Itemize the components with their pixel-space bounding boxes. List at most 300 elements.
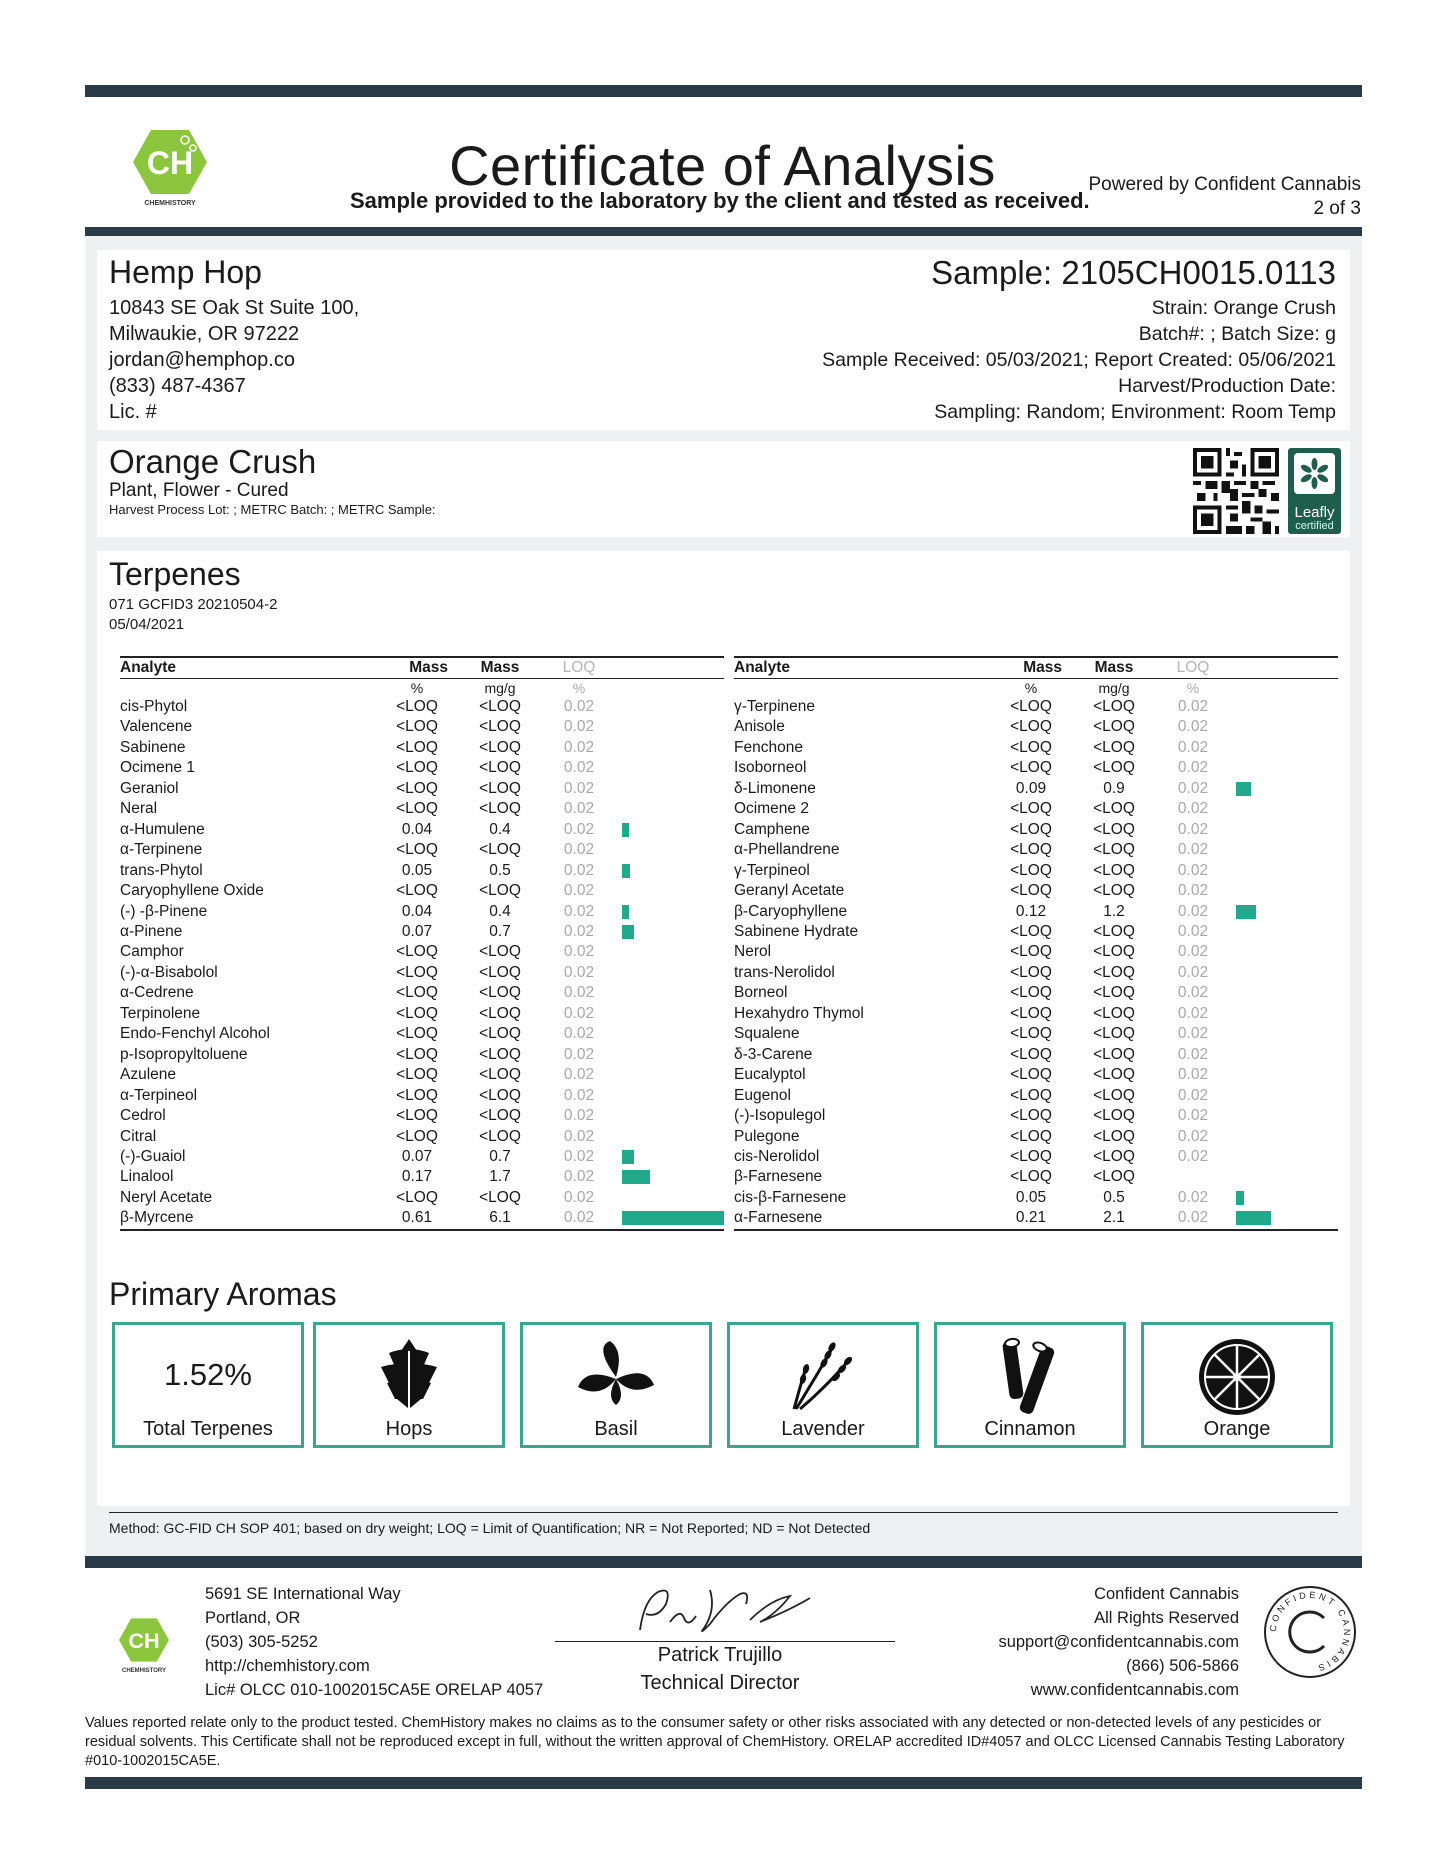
table-row [734,1147,1338,1167]
analyte-name: Sabinene Hydrate [734,922,859,940]
table-row [120,1024,724,1044]
analyte-name: p-Isopropyltoluene [120,1045,248,1063]
sample-info [822,254,1336,425]
analyte-name: α-Terpineol [120,1086,198,1104]
table-row [120,1188,724,1208]
mass-mg: 2.1 [1070,1208,1158,1229]
analyte-name: δ-Limonene [734,779,816,797]
hops-icon [377,1337,441,1411]
analyte-name: Cedrol [120,1107,166,1125]
lab-contact [205,1582,543,1702]
footer-logo-letters: CH [128,1628,160,1654]
mass-pct: <LOQ [1010,759,1052,777]
mass-mg: <LOQ [479,882,521,900]
mass-pct: <LOQ [396,1004,438,1022]
table-row [120,820,724,840]
loq: 0.02 [1177,902,1209,920]
col-mass-pct: Mass [992,657,1070,679]
mass-mg: <LOQ [1093,800,1135,818]
loq: 0.02 [1177,779,1209,797]
loq: 0.02 [563,800,595,818]
col-mass-mg: Mass [456,657,544,679]
mass-pct: <LOQ [1010,1168,1052,1186]
table-row [120,1208,724,1229]
unit-loq: % [572,680,586,696]
table-row [734,1004,1338,1024]
table-row [734,758,1338,778]
loq: 0.02 [563,698,595,715]
analyte-name: Hexahydro Thymol [734,1004,864,1022]
logo-letters: CH [146,145,194,181]
page-subtitle: Sample provided to the laboratory by the client and tested as received. [350,188,1090,213]
footer-logo-name: CHEMHISTORY [121,1668,166,1674]
mass-pct: <LOQ [1010,1127,1052,1145]
sample-sampling: Sampling: Random; Environment: Room Temp [934,401,1336,423]
product-info [109,443,436,520]
loq: 0.02 [563,718,595,736]
mass-pct: <LOQ [1010,738,1052,756]
mass-mg: <LOQ [1093,841,1135,859]
leafly-icon [1288,448,1341,500]
mass-mg: <LOQ [479,1188,521,1206]
loq: 0.02 [1158,1208,1228,1229]
mass-mg: <LOQ [1093,882,1135,900]
analyte-name: Anisole [734,718,785,736]
loq: 0.02 [563,1004,595,1022]
loq: 0.02 [563,984,595,1002]
product-type: Plant, Flower - Cured [109,480,289,501]
loq: 0.02 [1177,922,1209,940]
mass-pct: 0.05 [401,861,433,879]
mass-mg: <LOQ [1093,1168,1135,1186]
terpenes-title: Terpenes [109,556,241,592]
mass-mg: <LOQ [479,1025,521,1043]
loq: 0.02 [1177,1188,1209,1206]
basil-icon [576,1337,656,1407]
mass-mg: <LOQ [479,1045,521,1063]
terpene-bar [622,864,630,878]
table-row [120,1167,724,1187]
loq: 0.02 [563,861,595,879]
table-row [734,1167,1338,1187]
terpenes-table-left [120,656,724,1231]
confident-cannabis-seal [1262,1584,1358,1680]
loq: 0.02 [1177,1025,1209,1043]
loq: 0.02 [563,779,595,797]
mass-pct: <LOQ [1010,800,1052,818]
loq: 0.02 [563,738,595,756]
col-loq: LOQ [544,657,614,679]
mass-pct: <LOQ [1010,1066,1052,1084]
mass-mg: <LOQ [1093,759,1135,777]
loq: 0.02 [1177,718,1209,736]
table-row [120,799,724,819]
mass-mg: 0.4 [489,820,511,838]
client-email: jordan@hemphop.co [109,349,295,371]
mass-mg: <LOQ [479,963,521,981]
table-row [120,1147,724,1167]
powered-by [1088,173,1361,221]
logo-name: CHEMHISTORY [144,200,196,207]
mass-pct: 0.05 [1015,1188,1047,1206]
client-address1: 10843 SE Oak St Suite 100, [109,297,360,319]
page-number: 2 of 3 [1313,198,1361,219]
loq: 0.02 [1177,1147,1209,1165]
mass-mg: <LOQ [1093,1025,1135,1043]
table-row [734,697,1338,717]
mass-pct: 0.04 [401,902,433,920]
client-phone: (833) 487-4367 [109,375,246,397]
signer-name: Patrick Trujillo [657,1644,783,1666]
table-row [120,902,724,922]
total-terpenes-value: 1.52% [164,1357,252,1392]
mass-mg: <LOQ [1093,861,1135,879]
analyte-name: β-Farnesene [734,1168,823,1186]
loq: 0.02 [563,1188,595,1206]
signer-title: Technical Director [640,1672,800,1694]
cc-contact [998,1582,1239,1702]
analyte-name: (-)-Guaiol [120,1147,186,1165]
mass-mg: <LOQ [479,1004,521,1022]
analyte-name: Geranyl Acetate [734,882,845,900]
analyte-name: Valencene [120,718,193,736]
analyte-name: Eucalyptol [734,1066,806,1084]
aroma-lavender [727,1322,919,1448]
table-row [120,738,724,758]
mass-mg: 0.9 [1103,779,1125,797]
terpene-bar [1236,782,1251,796]
terpene-bar [622,823,629,837]
loq: 0.02 [563,963,595,981]
mass-mg: <LOQ [479,841,521,859]
mass-mg: <LOQ [1093,1107,1135,1125]
mass-mg: <LOQ [1093,1045,1135,1063]
terpene-bar [1236,1191,1244,1205]
mass-pct: <LOQ [396,1107,438,1125]
mass-pct: <LOQ [1010,984,1052,1002]
method-divider [109,1512,1338,1513]
analyte-name: Squalene [734,1025,800,1043]
client-info [109,254,359,425]
lavender-icon [786,1337,860,1411]
table-row [120,758,724,778]
analyte-name: trans-Nerolidol [734,963,835,981]
mass-pct: <LOQ [396,984,438,1002]
table-row [120,1127,724,1147]
mass-mg: <LOQ [1093,1127,1135,1145]
mass-mg: <LOQ [479,984,521,1002]
analyte-name: Endo-Fenchyl Alcohol [120,1025,270,1043]
mass-pct: 0.04 [401,820,433,838]
loq: 0.02 [1177,841,1209,859]
unit-mg: mg/g [484,680,516,696]
sample-strain: Strain: Orange Crush [1151,297,1336,319]
mass-mg: 6.1 [456,1208,544,1229]
analyte-name: (-)-α-Bisabolol [120,963,218,981]
unit-loq: % [1186,680,1200,696]
loq: 0.02 [563,922,595,940]
mass-mg: 1.2 [1103,902,1125,920]
table-row [734,717,1338,737]
analyte-name: Borneol [734,984,788,1002]
signer [590,1641,850,1697]
table-row [120,1065,724,1085]
analyte-name: α-Humulene [120,820,205,838]
method-note: Method: GC-FID CH SOP 401; based on dry weight; LOQ = Limit of Quantification; NR = Not Reported; ND = Not Detected [109,1520,871,1536]
mass-pct: <LOQ [1010,718,1052,736]
units-row [120,679,724,698]
loq: 0.02 [563,1127,595,1145]
cinnamon-icon [1000,1337,1060,1417]
footer-top-bar [85,1556,1362,1568]
cc-url[interactable]: www.confidentcannabis.com [1030,1681,1239,1699]
mass-mg: <LOQ [479,698,521,715]
mass-mg: <LOQ [1093,1066,1135,1084]
analyte-name: α-Cedrene [120,984,194,1002]
analyte-name: Ocimene 2 [734,800,809,818]
table-row [120,922,724,942]
analyte-name: Ocimene 1 [120,759,195,777]
table-row [120,942,724,962]
mass-mg: <LOQ [479,738,521,756]
mass-mg: 0.7 [489,922,511,940]
terpene-bar [622,1170,650,1184]
mass-pct: 0.09 [1015,779,1047,797]
analyte-name: α-Phellandrene [734,841,840,859]
loq: 0.02 [563,902,595,920]
lab-address1: 5691 SE International Way [205,1585,401,1603]
mass-pct: <LOQ [1010,1045,1052,1063]
lab-phone: (503) 305-5252 [205,1633,318,1651]
loq: 0.02 [1177,800,1209,818]
lab-url[interactable]: http://chemhistory.com [205,1657,370,1675]
loq: 0.02 [563,943,595,961]
mass-pct: <LOQ [396,738,438,756]
aroma-label: Hops [385,1418,433,1440]
mass-pct: <LOQ [1010,943,1052,961]
cc-email[interactable]: support@confidentcannabis.com [998,1633,1239,1651]
terpenes-table-right [734,656,1338,1231]
mass-mg: <LOQ [479,779,521,797]
mass-mg: <LOQ [1093,698,1135,715]
loq: 0.02 [1177,1086,1209,1104]
table-row [120,1004,724,1024]
leafly-tag: certified [1295,520,1334,532]
unit-pct: % [410,680,424,696]
bottom-bar [85,1777,1362,1789]
mass-pct: <LOQ [1010,1147,1052,1165]
loq: 0.02 [563,1107,595,1125]
table-row [734,1106,1338,1126]
mass-pct: <LOQ [396,943,438,961]
loq: 0.02 [563,1168,595,1186]
table-row [120,1086,724,1106]
table-row [734,799,1338,819]
table-row [734,1208,1338,1229]
terpene-bar [622,925,634,939]
loq: 0.02 [563,1147,595,1165]
mass-mg: 0.5 [1103,1188,1125,1206]
mass-mg: <LOQ [479,1066,521,1084]
powered-by-text: Powered by Confident Cannabis [1088,174,1361,195]
units-row [734,679,1338,698]
table-row [734,1127,1338,1147]
analyte-name: Camphor [120,943,184,961]
analyte-name: α-Terpinene [120,841,203,859]
unit-pct: % [1024,680,1038,696]
svg-text:CONFIDENT CANNABIS [1268,1590,1352,1674]
seal-text: CONFIDENT CANNABIS [1267,1589,1353,1674]
terpene-bar [622,1150,634,1164]
terpene-bar [1236,1211,1271,1225]
table-row [734,881,1338,901]
analyte-name: Terpinolene [120,1004,201,1022]
loq: 0.02 [1177,963,1209,981]
terpene-bar [622,905,629,919]
table-row [734,861,1338,881]
cc-name: Confident Cannabis [1094,1585,1239,1603]
mass-pct: <LOQ [1010,1086,1052,1104]
table-row [120,779,724,799]
mass-pct: <LOQ [1010,882,1052,900]
aroma-cinnamon [934,1322,1126,1448]
lab-address2: Portland, OR [205,1609,301,1627]
product-name: Orange Crush [109,443,317,480]
table-row [120,983,724,1003]
aroma-total-terpenes [112,1322,304,1448]
product-lot: Harvest Process Lot: ; METRC Batch: ; METRC Sample: [109,502,436,517]
mass-mg: 0.7 [489,1147,511,1165]
table-row [120,1106,724,1126]
table-row [734,942,1338,962]
table-row [734,963,1338,983]
terpene-bar [1236,905,1256,919]
mass-mg: <LOQ [479,1107,521,1125]
mass-pct: <LOQ [396,759,438,777]
mass-mg: <LOQ [479,800,521,818]
sample-dates: Sample Received: 05/03/2021; Report Created: 05/06/2021 [822,349,1336,371]
analyte-name: β-Caryophyllene [734,902,848,920]
analyte-name: Geraniol [120,779,179,797]
page-title: Certificate of Analysis [449,134,996,197]
mass-pct: <LOQ [1010,1004,1052,1022]
col-analyte: Analyte [734,657,992,679]
analyte-name: trans-Phytol [120,861,203,879]
mass-pct: <LOQ [396,882,438,900]
loq: 0.02 [1177,861,1209,879]
mass-mg: <LOQ [1093,922,1135,940]
sample-harvest: Harvest/Production Date: [1118,375,1336,397]
analyte-name: cis-β-Farnesene [734,1188,847,1206]
mass-pct: <LOQ [1010,820,1052,838]
mass-pct: 0.07 [401,922,433,940]
analyte-name: α-Pinene [120,922,183,940]
table-row [120,861,724,881]
mass-pct: <LOQ [1010,841,1052,859]
table-row [120,717,724,737]
mass-pct: 0.61 [378,1208,456,1229]
mass-mg: <LOQ [1093,1147,1135,1165]
analyte-name: Neryl Acetate [120,1188,213,1206]
mass-mg: <LOQ [479,718,521,736]
table-row [734,983,1338,1003]
mass-pct: <LOQ [396,1127,438,1145]
header-divider [85,227,1362,236]
loq: 0.02 [563,1066,595,1084]
aroma-orange [1141,1322,1333,1448]
analyte-name: Neral [120,800,158,818]
analyte-name: (-)-Isopulegol [734,1107,826,1125]
footer-logo [118,1617,170,1673]
loq: 0.02 [1177,698,1209,715]
loq: 0.02 [563,882,595,900]
mass-pct: <LOQ [396,698,438,715]
terpenes-heading [109,556,277,635]
analyte-name: Linalool [120,1168,174,1186]
total-terpenes-label: Total Terpenes [143,1418,273,1440]
aroma-label: Orange [1203,1418,1271,1440]
qr-code[interactable] [1193,448,1279,534]
loq: 0.02 [1177,1004,1209,1022]
table-row [120,840,724,860]
cc-phone: (866) 506-5866 [1126,1657,1239,1675]
mass-mg: <LOQ [1093,738,1135,756]
analyte-name: Sabinene [120,738,186,756]
mass-pct: <LOQ [396,1086,438,1104]
sample-batch: Batch#: ; Batch Size: g [1138,323,1336,345]
analyte-name: (-) -β-Pinene [120,902,208,920]
terpenes-date: 05/04/2021 [109,616,185,633]
mass-pct: <LOQ [1010,1107,1052,1125]
table-row [734,840,1338,860]
table-row [120,1045,724,1065]
analyte-name: Camphene [734,820,810,838]
mass-mg: <LOQ [479,1127,521,1145]
table-row [734,1086,1338,1106]
aroma-basil [520,1322,712,1448]
mass-mg: <LOQ [1093,718,1135,736]
mass-mg: <LOQ [479,1086,521,1104]
aroma-hops [313,1322,505,1448]
aroma-label: Lavender [781,1418,865,1440]
mass-pct: 0.07 [401,1147,433,1165]
analyte-name: Fenchone [734,738,803,756]
mass-pct: <LOQ [1010,861,1052,879]
mass-mg: <LOQ [479,943,521,961]
loq: 0.02 [1177,882,1209,900]
mass-mg: <LOQ [1093,963,1135,981]
table-row [120,697,724,717]
analyte-name: Caryophyllene Oxide [120,882,264,900]
analyte-name: Pulegone [734,1127,800,1145]
analyte-name: β-Myrcene [120,1208,378,1229]
cc-rights: All Rights Reserved [1094,1609,1239,1627]
mass-pct: <LOQ [1010,1025,1052,1043]
analyte-name: δ-3-Carene [734,1045,813,1063]
analyte-name: γ-Terpineol [734,861,810,879]
mass-mg: <LOQ [1093,1004,1135,1022]
loq: 0.02 [563,841,595,859]
table-row [734,1188,1338,1208]
client-address2: Milwaukie, OR 97222 [109,323,300,345]
table-row [734,1024,1338,1044]
mass-pct: <LOQ [396,779,438,797]
mass-pct: <LOQ [1010,922,1052,940]
mass-mg: 0.5 [489,861,511,879]
mass-pct: 0.21 [992,1208,1070,1229]
mass-pct: <LOQ [396,1045,438,1063]
loq: 0.02 [563,820,595,838]
